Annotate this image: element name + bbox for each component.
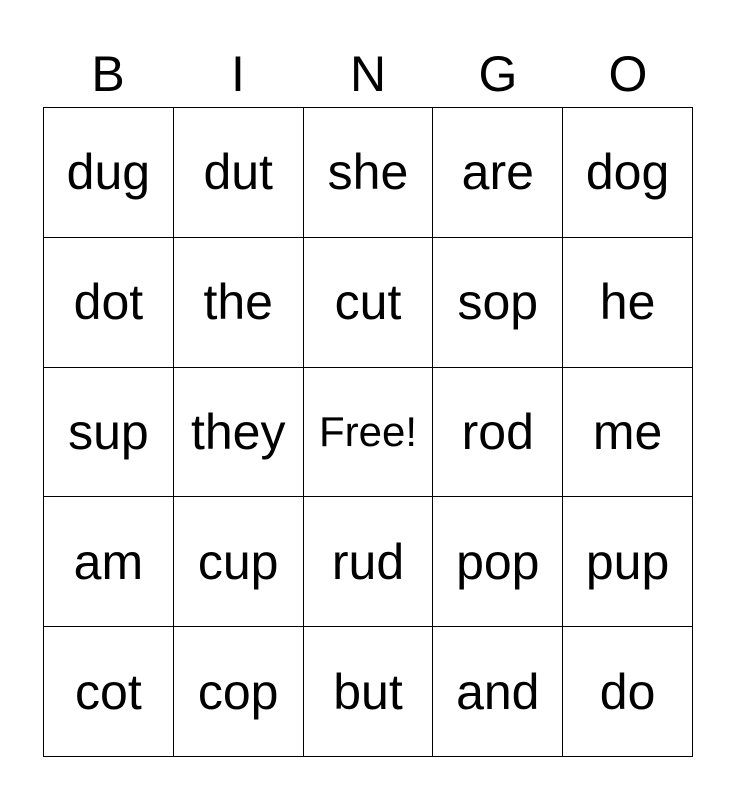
bingo-board [43, 107, 693, 757]
bingo-cell[interactable]: rud [304, 497, 434, 627]
bingo-cell[interactable]: they [174, 368, 304, 498]
bingo-cell[interactable]: dut [174, 108, 304, 238]
bingo-cell[interactable]: sup [44, 368, 174, 498]
bingo-cell[interactable]: cot [44, 627, 174, 757]
bingo-cell[interactable]: cup [174, 497, 304, 627]
bingo-cell[interactable]: sop [433, 238, 563, 368]
header-letter-i: I [231, 46, 245, 102]
bingo-cell[interactable]: and [433, 627, 563, 757]
header-letter-n: N [349, 46, 387, 102]
header-letter-g: G [478, 46, 518, 102]
free-space-cell[interactable]: Free! [304, 368, 434, 498]
bingo-cell[interactable]: do [563, 627, 693, 757]
bingo-cell[interactable]: pup [563, 497, 693, 627]
bingo-cell[interactable]: pop [433, 497, 563, 627]
bingo-cell[interactable]: the [174, 238, 304, 368]
bingo-cell[interactable]: are [433, 108, 563, 238]
bingo-cell[interactable]: cut [304, 238, 434, 368]
header-letter-o: O [608, 46, 648, 102]
bingo-cell[interactable]: but [304, 627, 434, 757]
bingo-cell[interactable]: rod [433, 368, 563, 498]
bingo-cell[interactable]: dot [44, 238, 174, 368]
bingo-cell[interactable]: dog [563, 108, 693, 238]
bingo-cell[interactable]: me [563, 368, 693, 498]
bingo-cell[interactable]: am [44, 497, 174, 627]
bingo-header [43, 40, 693, 108]
bingo-cell[interactable]: she [304, 108, 434, 238]
bingo-cell[interactable]: he [563, 238, 693, 368]
bingo-cell[interactable]: cop [174, 627, 304, 757]
bingo-cell[interactable]: dug [44, 108, 174, 238]
header-letter-b: B [91, 46, 125, 102]
